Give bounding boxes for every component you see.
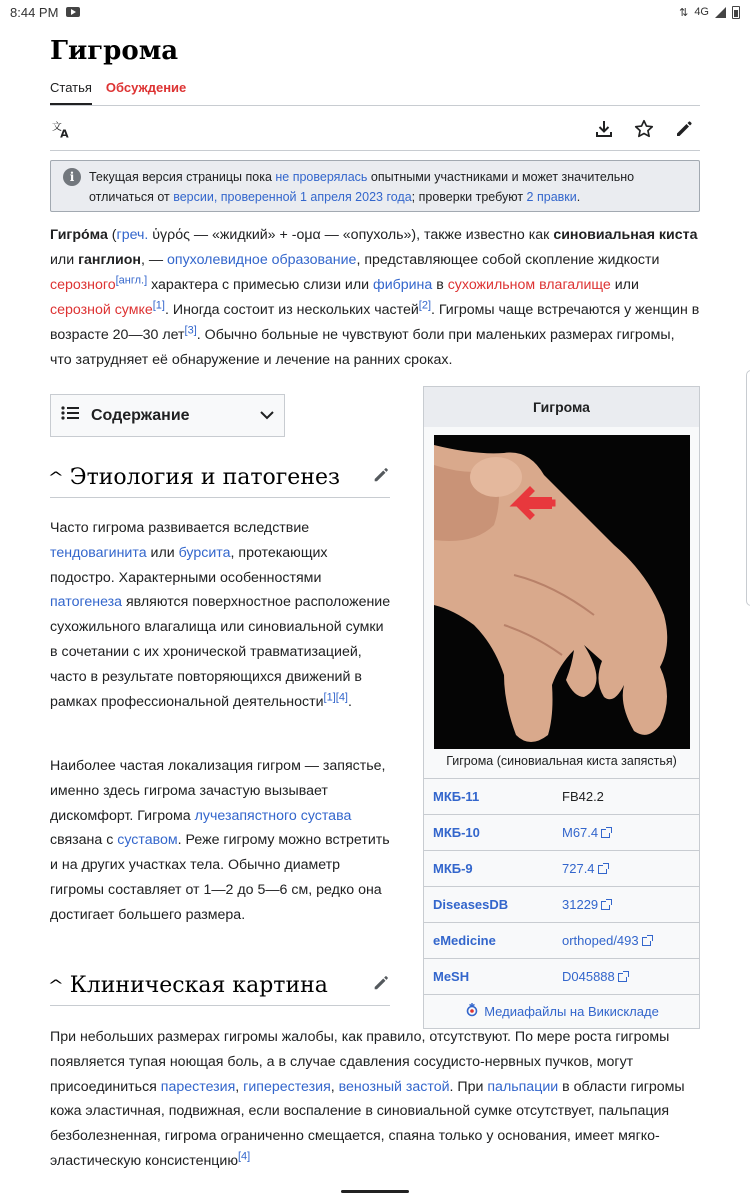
greek-link[interactable]: греч. <box>116 227 149 243</box>
lead-text: или <box>50 252 79 268</box>
serous-redlink[interactable]: серозного <box>50 277 116 293</box>
data-transfer-icon: ⇅ <box>679 6 689 19</box>
infobox-value-link[interactable] <box>562 861 699 876</box>
lead-text: , — <box>140 252 167 268</box>
section-heading-etiology[interactable] <box>47 458 390 498</box>
clinical-paragraph-1 <box>50 1025 700 1183</box>
lead-text: в <box>432 277 448 293</box>
infobox-value-text[interactable]: orthoped/493 <box>562 933 639 948</box>
edit-section-icon[interactable] <box>372 973 390 998</box>
text: в области гигромы кожа эластичная, подвижная, если воспаление в синовиальной сумке отсутствует, пальпация безболезненная, гигрома ограниченно смещается, спаяна только у основания, имеет мягко-эластическую консистенцию <box>50 1078 685 1169</box>
lead-term-alt: ганглион <box>78 252 141 268</box>
commons-link[interactable] <box>424 994 699 1028</box>
text: , протекающих подостро. Характерными особенностями <box>50 544 328 586</box>
external-link-icon <box>601 901 610 910</box>
infobox-value: FB42.2 <box>562 789 604 804</box>
gesture-bar <box>0 1184 750 1200</box>
infobox-row-emedicine <box>424 922 699 958</box>
infobox-row-icd10 <box>424 814 699 850</box>
info-icon: i <box>63 168 81 186</box>
svg-text:文: 文 <box>51 121 63 133</box>
infobox-row-icd9 <box>424 850 699 886</box>
text: . При <box>449 1078 488 1095</box>
checked-version-link[interactable]: версии, проверенной 1 апреля 2023 года <box>173 190 412 204</box>
section-heading-text: Клиническая картина <box>69 973 328 998</box>
infobox-key[interactable]: MeSH <box>433 969 470 984</box>
infobox-classification-table <box>424 778 699 1028</box>
infobox <box>423 386 700 1029</box>
page-toolbar <box>50 107 700 151</box>
tendovaginitis-link[interactable]: тендовагинита <box>50 544 147 561</box>
notice-text-part: ; проверки требуют <box>411 190 527 204</box>
infobox-row-mesh <box>424 958 699 994</box>
lead-text: . Обычно больные не чувствуют боли при маленьких размерах гигромы, что затрудняет её обнаружение и лечение на ранних сроках. <box>50 327 675 368</box>
text: , <box>330 1078 339 1095</box>
tab-talk[interactable]: Обсуждение <box>105 80 187 95</box>
pending-changes-notice <box>50 160 700 212</box>
notice-text <box>89 167 689 207</box>
notice-text-part: . <box>576 190 581 204</box>
tab-article[interactable]: Статья <box>50 80 92 105</box>
text: . Реже гигрому можно встретить и на других участках тела. Обычно диаметр гигромы составляет от 1—2 до 5—6 см, редко она достигает большего размера. <box>50 832 390 923</box>
status-bar <box>0 0 750 24</box>
infobox-value-link[interactable] <box>562 825 699 840</box>
text: или <box>146 544 179 561</box>
reference-link[interactable]: [1][4] <box>323 690 348 703</box>
infobox-row-icd11 <box>424 778 699 814</box>
infobox-value-link[interactable] <box>562 933 699 948</box>
network-type: 4G <box>694 6 709 18</box>
unchecked-link[interactable]: не проверялась <box>275 170 368 184</box>
infobox-key[interactable]: МКБ-11 <box>433 789 480 804</box>
lead-term-alt: синовиальная киста <box>553 227 698 243</box>
battery-icon <box>732 6 740 19</box>
etiology-paragraph-2 <box>50 754 395 928</box>
notice-text-part: Текущая версия страницы пока <box>89 170 276 184</box>
infobox-key[interactable]: DiseasesDB <box>433 897 509 912</box>
lead-text: . Иногда состоит из нескольких частей <box>164 302 419 318</box>
download-icon[interactable] <box>592 117 616 141</box>
reference-link[interactable]: [3] <box>184 324 197 337</box>
language-icon[interactable] <box>50 117 74 141</box>
status-icons <box>679 6 740 19</box>
text: связана с <box>50 832 118 849</box>
bursitis-link[interactable]: бурсита <box>178 544 231 561</box>
chevron-up-icon: ^ <box>47 977 65 994</box>
infobox-row-diseasesdb <box>424 886 699 922</box>
paresthesia-link[interactable]: парестезия <box>160 1078 236 1095</box>
tendon-sheath-redlink[interactable]: сухожильном влагалище <box>447 277 611 293</box>
wrist-joint-link[interactable]: лучезапястного сустава <box>194 807 352 824</box>
image-caption: Гигрома (синовиальная киста запястья) <box>446 754 677 768</box>
reference-link[interactable]: [2] <box>418 299 432 312</box>
infobox-value-link[interactable] <box>562 969 699 984</box>
infobox-key[interactable]: МКБ-9 <box>433 861 473 876</box>
lead-text: , представляющее собой скопление жидкости <box>356 252 660 268</box>
edit-section-icon[interactable] <box>372 465 390 490</box>
notice-text-part: опытными участниками и может значительно отличаться от <box>89 170 635 204</box>
etiology-paragraph-1 <box>50 516 395 714</box>
lead-text: . Гигромы чаще встречаются у женщин в возрасте 20—30 лет <box>50 302 700 343</box>
lead-term: Гигро́ма <box>50 227 108 243</box>
external-link-icon <box>642 937 651 946</box>
text: Часто гигрома развивается вследствие <box>50 520 310 536</box>
infobox-value-text[interactable]: 727.4 <box>562 861 595 876</box>
english-article-link[interactable]: [англ.] <box>115 274 148 287</box>
text: При небольших размерах гигромы жалобы, как правило, отсутствуют. По мере роста гигромы появляется тупая ноющая боль, а в случае сдавления сосудисто-нервных пучков, могут присоединиться <box>50 1029 670 1095</box>
infobox-value-text[interactable]: D045888 <box>562 969 615 984</box>
palpation-link[interactable]: пальпации <box>487 1078 559 1095</box>
infobox-value-text[interactable]: M67.4 <box>562 825 599 840</box>
joint-link[interactable]: суставом <box>117 832 178 849</box>
text: Наиболее частая локализация гигром — запястье, именно здесь гигрома зачастую вызывает дискомфорт. Гигрома <box>50 758 386 824</box>
signal-icon <box>715 7 726 18</box>
reference-link[interactable]: [1] <box>152 299 165 312</box>
reference-link[interactable]: [4] <box>238 1150 251 1163</box>
text: , <box>235 1078 244 1095</box>
lead-text: ( <box>107 227 117 243</box>
lead-text: или <box>610 277 639 293</box>
toc-label: Содержание <box>91 406 190 424</box>
serous-bursa-redlink[interactable]: серозной сумке <box>50 302 153 318</box>
edit-icon[interactable] <box>672 117 696 141</box>
page-tabs <box>50 80 700 106</box>
svg-text:A: A <box>60 126 69 140</box>
text: являются поверхностное расположение сухожильного влагалища или синовиальной сумки в сочетании с их хронической травматизацией, часто в результате повторяющихся движений в рамках профессиональной деятельности <box>50 594 391 710</box>
table-of-contents-toggle[interactable] <box>50 394 285 437</box>
side-panel-handle[interactable] <box>746 370 750 606</box>
hand-photo[interactable] <box>434 435 690 749</box>
commons-icon <box>464 1002 480 1021</box>
pathogenesis-link[interactable]: патогенеза <box>50 594 123 611</box>
infobox-key[interactable]: МКБ-10 <box>433 825 480 840</box>
chevron-up-icon: ^ <box>47 469 65 486</box>
infobox-value-text[interactable]: 31229 <box>562 897 599 912</box>
commons-link-text[interactable]: Медиафайлы на Викискладе <box>484 1004 659 1019</box>
section-heading-text: Этиология и патогенез <box>69 465 341 490</box>
infobox-value-link[interactable] <box>562 897 699 912</box>
lead-paragraph <box>50 223 700 373</box>
pending-edits-link[interactable]: 2 правки <box>526 190 577 204</box>
external-link-icon <box>601 829 610 838</box>
fibrin-link[interactable]: фибрина <box>373 277 433 293</box>
venous-congestion-link[interactable]: венозный застой <box>338 1078 450 1095</box>
hyperesthesia-link[interactable]: гиперестезия <box>243 1078 331 1095</box>
chevron-down-icon <box>260 407 274 425</box>
section-heading-clinical[interactable] <box>47 966 390 1006</box>
list-icon <box>61 406 79 425</box>
home-gesture-handle[interactable] <box>341 1190 409 1193</box>
youtube-notification-icon <box>66 7 80 17</box>
text: . <box>348 693 352 710</box>
tumor-link[interactable]: опухолевидное образование <box>167 252 357 268</box>
status-time: 8:44 PM <box>10 4 59 20</box>
external-link-icon <box>618 973 627 982</box>
star-icon[interactable] <box>632 117 656 141</box>
lead-text: ὑγρός — «жидкий» + -ομα — «опухоль»), также известно как <box>148 227 554 243</box>
infobox-title: Гигрома <box>424 387 699 427</box>
external-link-icon <box>598 865 607 874</box>
lead-text: характера с примесью слизи или <box>147 277 374 293</box>
page-title: Гигрома <box>50 36 179 66</box>
infobox-key[interactable]: eMedicine <box>433 933 496 948</box>
